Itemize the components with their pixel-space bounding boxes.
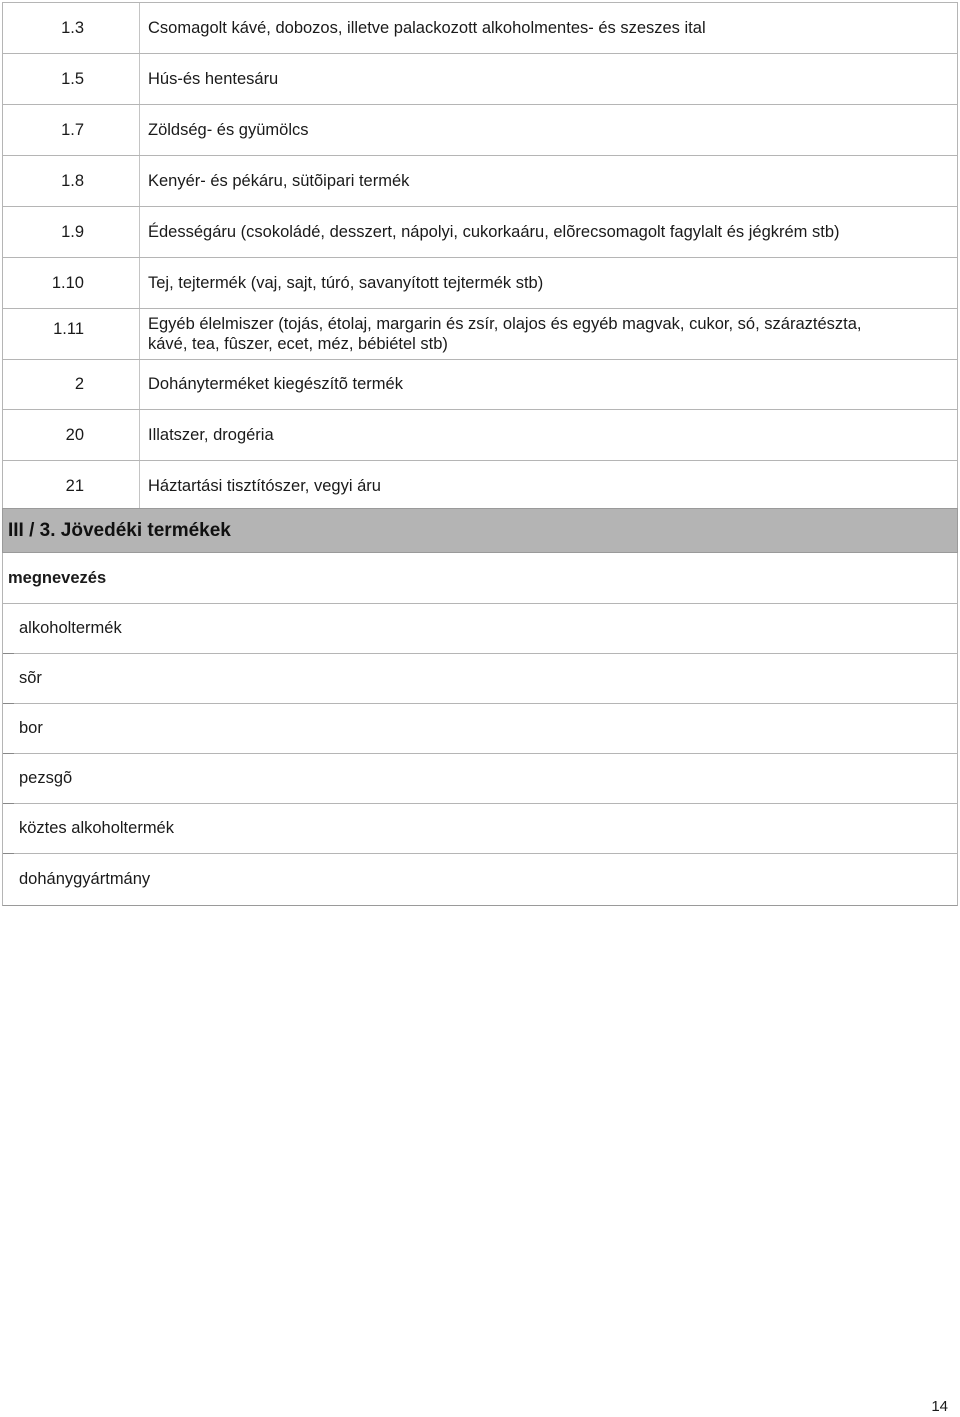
table-row: [2, 360, 958, 410]
table-row: [2, 309, 958, 360]
divider: [3, 753, 14, 754]
column-header: megnevezés: [2, 553, 958, 604]
divider: [3, 803, 14, 804]
item-label: pezsgõ: [19, 769, 73, 787]
table-row: [2, 105, 958, 156]
item-label: alkoholtermék: [19, 619, 122, 637]
excise-products-section: [2, 508, 958, 906]
row-label-line: Egyéb élelmiszer (tojás, étolaj, margarin és zsír, olajos és egyéb magvak, cukor, só, száraztészta,: [148, 315, 862, 333]
row-label: Dohányterméket kiegészítõ termék: [148, 375, 403, 393]
item-label: sõr: [19, 669, 42, 687]
row-code: 1.8: [3, 156, 140, 206]
row-code: 20: [3, 410, 140, 460]
product-category-table: [2, 2, 958, 512]
row-code: 1.3: [3, 3, 140, 53]
table-row: [2, 258, 958, 309]
row-label: Kenyér- és pékáru, sütõipari termék: [148, 171, 410, 190]
list-item: [2, 754, 958, 804]
row-label: Illatszer, drogéria: [148, 425, 274, 444]
item-label: köztes alkoholtermék: [19, 819, 174, 837]
row-code: 2: [3, 360, 140, 409]
list-item: [2, 854, 958, 906]
section-title: III / 3. Jövedéki termékek: [2, 508, 958, 553]
row-label: Zöldség- és gyümölcs: [148, 120, 309, 139]
row-code: 1.5: [3, 54, 140, 104]
table-row: [2, 2, 958, 54]
row-code: 1.7: [3, 105, 140, 155]
table-row: [2, 207, 958, 258]
row-label: Háztartási tisztítószer, vegyi áru: [148, 476, 381, 495]
item-label: bor: [19, 719, 43, 737]
row-label: [140, 309, 957, 359]
list-item: [2, 604, 958, 654]
table-row: [2, 461, 958, 512]
row-code: 21: [3, 461, 140, 511]
row-label: Tej, tejtermék (vaj, sajt, túró, savanyított tejtermék stb): [148, 273, 544, 292]
list-item: [2, 704, 958, 754]
divider: [3, 703, 14, 704]
table-row: [2, 54, 958, 105]
table-row: [2, 410, 958, 461]
row-label-line: kávé, tea, fûszer, ecet, méz, bébiétel stb): [148, 335, 448, 353]
row-code: 1.9: [3, 207, 140, 257]
page-number: 14: [931, 1398, 948, 1415]
list-item: [2, 654, 958, 704]
table-row: [2, 156, 958, 207]
row-label: Csomagolt kávé, dobozos, illetve palackozott alkoholmentes- és szeszes ital: [148, 18, 706, 37]
list-item: [2, 804, 958, 854]
divider: [3, 853, 14, 854]
row-code: 1.11: [3, 309, 140, 359]
item-label: dohánygyártmány: [19, 870, 151, 888]
row-label: Édességáru (csokoládé, desszert, nápolyi, cukorkaáru, elõrecsomagolt fagylalt és jégkrém stb): [148, 222, 840, 241]
divider: [3, 653, 14, 654]
row-code: 1.10: [3, 258, 140, 308]
row-label: Hús-és hentesáru: [148, 69, 279, 88]
